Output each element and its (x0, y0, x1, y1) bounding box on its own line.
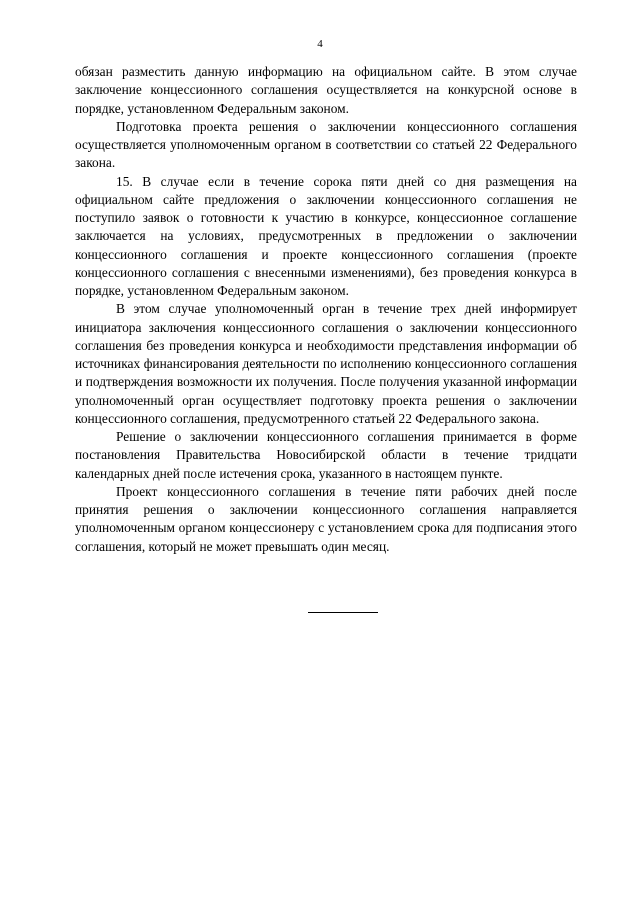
end-separator-line (308, 612, 378, 613)
paragraph-draft-preparation: Подготовка проекта решения о заключении концессионного соглашения осуществляется уполномоченным органом в соответствии со статьей 22 Федерального закона. (75, 118, 577, 171)
paragraph-draft-sending: Проект концессионного соглашения в течение пяти рабочих дней после принятия решения о заключении концессионного соглашения направляется уполномоченным органом концессионеру с установлением срока для подписания этого соглашения, который не может превышать один месяц. (75, 483, 577, 554)
paragraph-notification: В этом случае уполномоченный орган в течение трех дней информирует инициатора заключения концессионного соглашения о заключении концессионного соглашения без проведения конкурса и необходимости представления информации об источниках финансирования деятельности по исполнению концессионного соглашения и подтверждения возможности их получения. После получения указанной информации уполномоченный орган осуществляет подготовку проекта решения о заключении концессионного соглашения, предусмотренного статьей 22 Федерального закона. (75, 301, 577, 426)
paragraph-continuation: обязан разместить данную информацию на официальном сайте. В этом случае заключение концессионного соглашения осуществляется на конкурсной основе в порядке, установленном Федеральным законом. (75, 64, 577, 116)
paragraph-item-15: 15. В случае если в течение сорока пяти дней со дня размещения на официальном сайте предложения о заключении концессионного соглашения не поступило заявок о готовности к участию в конкурсе, концессионное соглашение заключается на условиях, предусмотренных в предложении о заключении концессионного соглашения и проекте концессионного соглашения (проекте концессионного соглашения с внесенными изменениями), без проведения конкурса в порядке, установленном Федеральным законом. (75, 173, 577, 298)
document-body (75, 63, 577, 556)
page-number: 4 (317, 38, 323, 50)
paragraph-decision: Решение о заключении концессионного соглашения принимается в форме постановления Правительства Новосибирской области в течение тридцати календарных дней после истечения срока, указанного в настоящем пункте. (75, 429, 577, 481)
